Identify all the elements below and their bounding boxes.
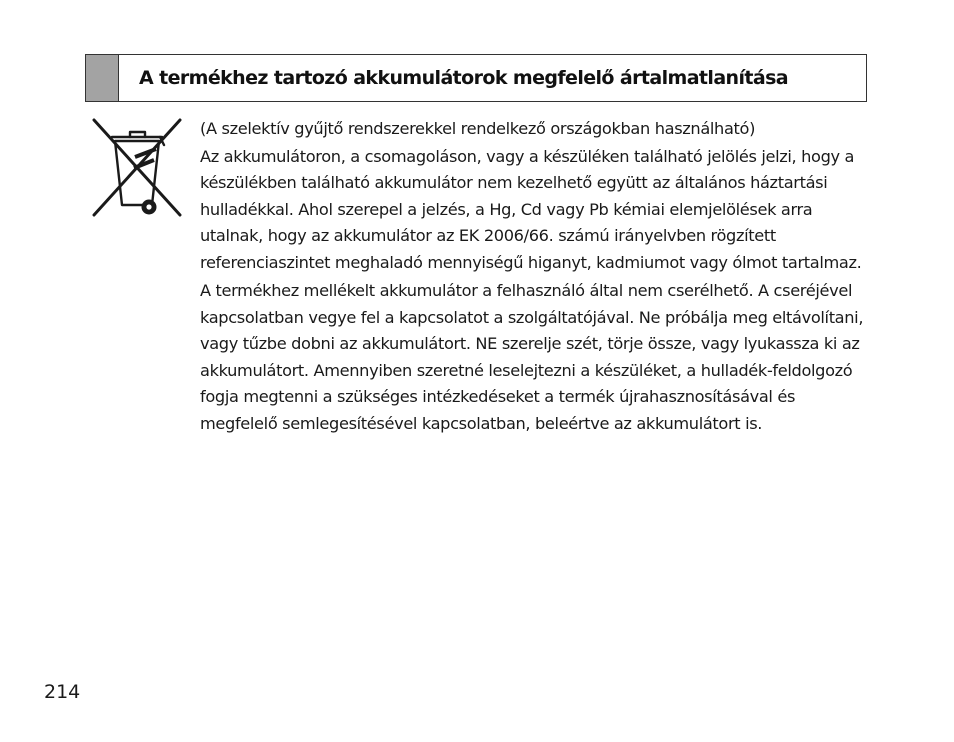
body-text bbox=[200, 116, 872, 439]
crossed-out-wheeled-bin-icon bbox=[90, 115, 184, 221]
applicability-note: (A szelektív gyűjtő rendszerekkel rendelkező országokban használható) bbox=[200, 119, 756, 138]
section-header bbox=[85, 54, 867, 102]
paragraph-battery-handling: A termékhez mellékelt akkumulátor a felhasználó által nem cserélhető. A cseréjével kapcsolatban vegye fel a kapcsolatot a szolgáltatójával. Ne próbálja meg eltávolítani, vagy tűzbe dobni az akkumulátort. NE szerelje szét, törje össze, vagy lyukassza ki az akkumulátort. Amennyiben szeretné leselejtezni a készüléket, a hulladék-feldolgozó fogja megtenni a szükséges intézkedéseket a termék újrahasznosításával és megfelelő semlegesítésével kapcsolatban, beleértve az akkumulátort is. bbox=[200, 281, 864, 433]
paragraph-battery-marking: Az akkumulátoron, a csomagoláson, vagy a készüléken található jelölés jelzi, hogy a készülékben található akkumulátor nem kezelhető együtt az általános háztartási hulladékkal. Ahol szerepel a jelzés, a Hg, Cd vagy Pb kémiai elemjelölések arra utalnak, hogy az akkumulátor az EK 2006/66. számú irányelvben rögzített referenciaszintet meghaladó mennyiségű higanyt, kadmiumot vagy ólmot tartalmaz. bbox=[200, 146, 862, 272]
page-number: 214 bbox=[44, 681, 81, 703]
header-tab-marker bbox=[86, 55, 119, 101]
section-title: A termékhez tartozó akkumulátorok megfelelő ártalmatlanítása bbox=[139, 67, 789, 89]
